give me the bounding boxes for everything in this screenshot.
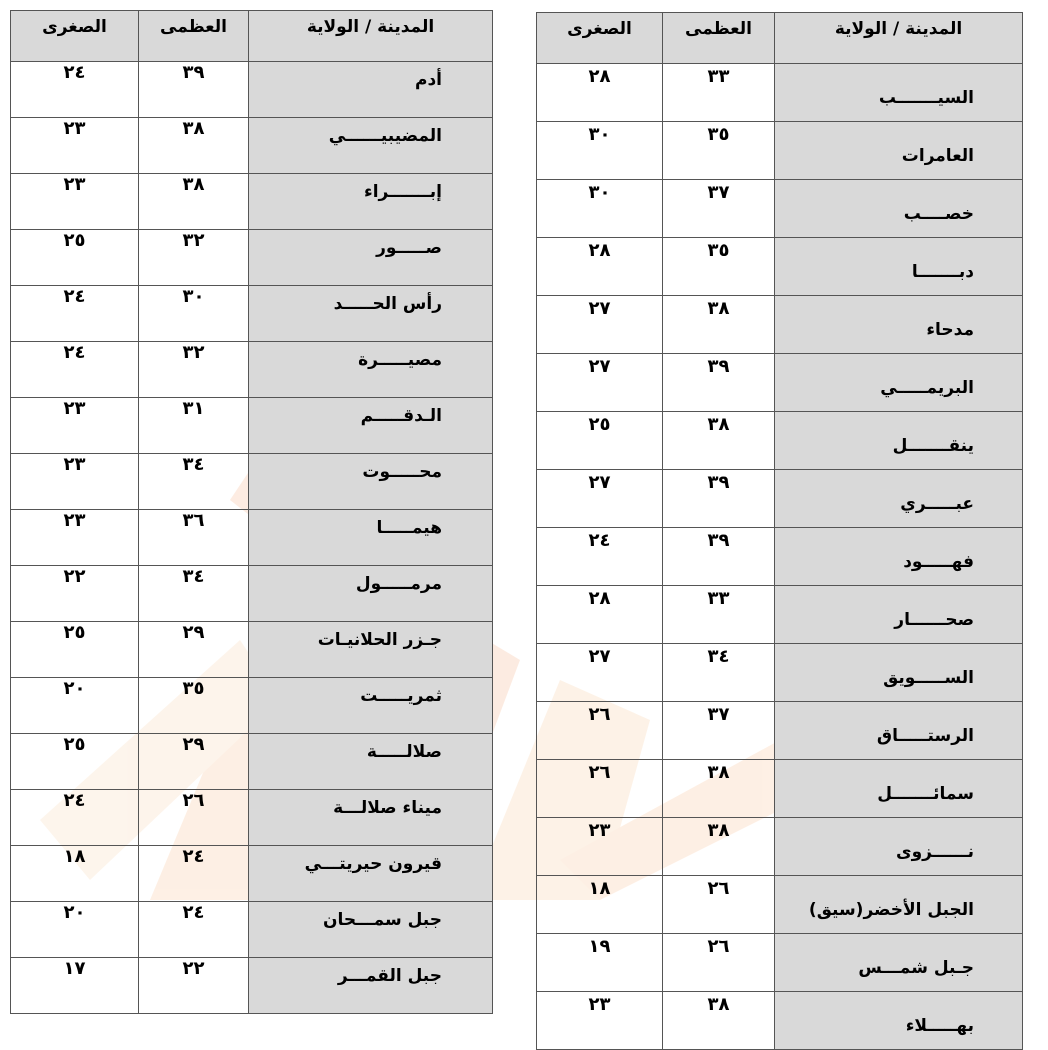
- table-row: [11, 846, 493, 902]
- table-row: [11, 342, 493, 398]
- max-cell: ٣٤: [663, 644, 775, 702]
- min-cell: ٢٠: [11, 902, 139, 958]
- max-cell: ٣٩: [139, 62, 249, 118]
- table-row: [11, 230, 493, 286]
- max-cell: ٣٨: [663, 296, 775, 354]
- city-cell: خصــــب: [775, 180, 1023, 238]
- min-cell: ١٧: [11, 958, 139, 1014]
- city-cell: الســـــويق: [775, 644, 1023, 702]
- city-cell: جـزر الحلانيـات: [249, 622, 493, 678]
- max-cell: ٢٩: [139, 734, 249, 790]
- max-cell: ٢٢: [139, 958, 249, 1014]
- min-cell: ٢٣: [11, 174, 139, 230]
- city-cell: جبل القمـــر: [249, 958, 493, 1014]
- city-cell: المضيبيــــــي: [249, 118, 493, 174]
- city-cell: ينقـــــــل: [775, 412, 1023, 470]
- min-cell: ٢٧: [537, 644, 663, 702]
- city-cell: البريمـــــي: [775, 354, 1023, 412]
- min-cell: ٢٧: [537, 354, 663, 412]
- city-cell: أدم: [249, 62, 493, 118]
- min-cell: ٢٣: [11, 510, 139, 566]
- table-row: [11, 790, 493, 846]
- max-cell: ٣٩: [663, 354, 775, 412]
- city-cell: السيـــــــب: [775, 64, 1023, 122]
- city-cell: بهـــــلاء: [775, 992, 1023, 1050]
- max-cell: ٣٨: [663, 992, 775, 1050]
- table-row: [11, 174, 493, 230]
- min-cell: ٢٠: [11, 678, 139, 734]
- table-row: [537, 238, 1023, 296]
- min-cell: ٣٠: [537, 180, 663, 238]
- header-city: المدينة / الولاية: [775, 13, 1023, 64]
- max-cell: ٢٤: [139, 902, 249, 958]
- max-cell: ٣٥: [663, 238, 775, 296]
- min-cell: ١٨: [537, 876, 663, 934]
- city-cell: ميناء صلالـــة: [249, 790, 493, 846]
- max-cell: ٣٣: [663, 64, 775, 122]
- max-cell: ٣٣: [663, 586, 775, 644]
- table-row: [537, 412, 1023, 470]
- header-max: العظمى: [139, 11, 249, 62]
- city-cell: صـــــور: [249, 230, 493, 286]
- min-cell: ٢٤: [11, 790, 139, 846]
- table-row: [11, 622, 493, 678]
- city-cell: مصيـــــرة: [249, 342, 493, 398]
- header-max: العظمى: [663, 13, 775, 64]
- table-row: [537, 64, 1023, 122]
- min-cell: ٢٤: [11, 342, 139, 398]
- max-cell: ٣٨: [663, 412, 775, 470]
- city-cell: الرستـــــاق: [775, 702, 1023, 760]
- min-cell: ٢٤: [11, 62, 139, 118]
- table-row: [11, 734, 493, 790]
- city-cell: مدحاء: [775, 296, 1023, 354]
- max-cell: ٣٨: [663, 760, 775, 818]
- max-cell: ٣٩: [663, 470, 775, 528]
- table-row: [11, 902, 493, 958]
- table-row: [537, 586, 1023, 644]
- min-cell: ٢٨: [537, 64, 663, 122]
- table-row: [11, 398, 493, 454]
- max-cell: ٣٤: [139, 454, 249, 510]
- min-cell: ٢٣: [11, 118, 139, 174]
- city-cell: رأس الحـــــد: [249, 286, 493, 342]
- max-cell: ٣١: [139, 398, 249, 454]
- max-cell: ٣٤: [139, 566, 249, 622]
- min-cell: ٢٧: [537, 470, 663, 528]
- city-cell: عبـــــري: [775, 470, 1023, 528]
- min-cell: ٢٣: [11, 398, 139, 454]
- min-cell: ٢٣: [11, 454, 139, 510]
- min-cell: ٢٥: [537, 412, 663, 470]
- header-city: المدينة / الولاية: [249, 11, 493, 62]
- table-row: [11, 286, 493, 342]
- table-row: [537, 644, 1023, 702]
- city-cell: الـدقـــــم: [249, 398, 493, 454]
- table-row: [537, 470, 1023, 528]
- city-cell: دبـــــــا: [775, 238, 1023, 296]
- min-cell: ٢٤: [537, 528, 663, 586]
- min-cell: ٢٦: [537, 760, 663, 818]
- table-row: [11, 678, 493, 734]
- table-row: [11, 510, 493, 566]
- max-cell: ٢٦: [139, 790, 249, 846]
- max-cell: ٣٨: [663, 818, 775, 876]
- table-row: [537, 992, 1023, 1050]
- table-row: [11, 454, 493, 510]
- city-cell: الجبل الأخضر(سيق): [775, 876, 1023, 934]
- max-cell: ٢٩: [139, 622, 249, 678]
- header-min: الصغرى: [11, 11, 139, 62]
- table-row: [537, 934, 1023, 992]
- min-cell: ٢٧: [537, 296, 663, 354]
- min-cell: ٣٠: [537, 122, 663, 180]
- weather-table-left: [10, 10, 493, 1014]
- city-cell: هيمـــــا: [249, 510, 493, 566]
- max-cell: ٣٢: [139, 230, 249, 286]
- table-row: [537, 354, 1023, 412]
- min-cell: ١٨: [11, 846, 139, 902]
- table-row: [537, 180, 1023, 238]
- max-cell: ٢٦: [663, 934, 775, 992]
- min-cell: ٢٥: [11, 230, 139, 286]
- max-cell: ٣٥: [139, 678, 249, 734]
- city-cell: جبل سمـــحان: [249, 902, 493, 958]
- max-cell: ٢٦: [663, 876, 775, 934]
- table-row: [537, 760, 1023, 818]
- max-cell: ٣٥: [663, 122, 775, 180]
- city-cell: إبـــــــراء: [249, 174, 493, 230]
- max-cell: ٣٦: [139, 510, 249, 566]
- min-cell: ٢٥: [11, 734, 139, 790]
- min-cell: ٢٣: [537, 818, 663, 876]
- city-cell: صحــــــار: [775, 586, 1023, 644]
- max-cell: ٣٠: [139, 286, 249, 342]
- max-cell: ٣٩: [663, 528, 775, 586]
- min-cell: ٢٥: [11, 622, 139, 678]
- max-cell: ٣٧: [663, 702, 775, 760]
- city-cell: العامرات: [775, 122, 1023, 180]
- city-cell: نــــــزوى: [775, 818, 1023, 876]
- table-row: [11, 62, 493, 118]
- min-cell: ٢٣: [537, 992, 663, 1050]
- max-cell: ٢٤: [139, 846, 249, 902]
- max-cell: ٣٧: [663, 180, 775, 238]
- table-row: [11, 118, 493, 174]
- table-header-row: [537, 13, 1023, 64]
- table-row: [537, 876, 1023, 934]
- table-row: [11, 566, 493, 622]
- min-cell: ٢٦: [537, 702, 663, 760]
- min-cell: ٢٨: [537, 586, 663, 644]
- table-row: [11, 958, 493, 1014]
- city-cell: ثمريـــــت: [249, 678, 493, 734]
- max-cell: ٣٨: [139, 174, 249, 230]
- table-header-row: [11, 11, 493, 62]
- table-row: [537, 702, 1023, 760]
- city-cell: مرمـــــول: [249, 566, 493, 622]
- min-cell: ٢٢: [11, 566, 139, 622]
- max-cell: ٣٨: [139, 118, 249, 174]
- table-row: [537, 528, 1023, 586]
- city-cell: فهـــــود: [775, 528, 1023, 586]
- city-cell: سمائـــــــل: [775, 760, 1023, 818]
- table-row: [537, 296, 1023, 354]
- city-cell: جـبل شمـــس: [775, 934, 1023, 992]
- city-cell: محـــــوت: [249, 454, 493, 510]
- header-min: الصغرى: [537, 13, 663, 64]
- max-cell: ٣٢: [139, 342, 249, 398]
- city-cell: صلالـــــة: [249, 734, 493, 790]
- min-cell: ٢٨: [537, 238, 663, 296]
- city-cell: قيرون حيريتـــي: [249, 846, 493, 902]
- table-row: [537, 122, 1023, 180]
- min-cell: ١٩: [537, 934, 663, 992]
- min-cell: ٢٤: [11, 286, 139, 342]
- weather-table-right: [536, 12, 1023, 1050]
- table-row: [537, 818, 1023, 876]
